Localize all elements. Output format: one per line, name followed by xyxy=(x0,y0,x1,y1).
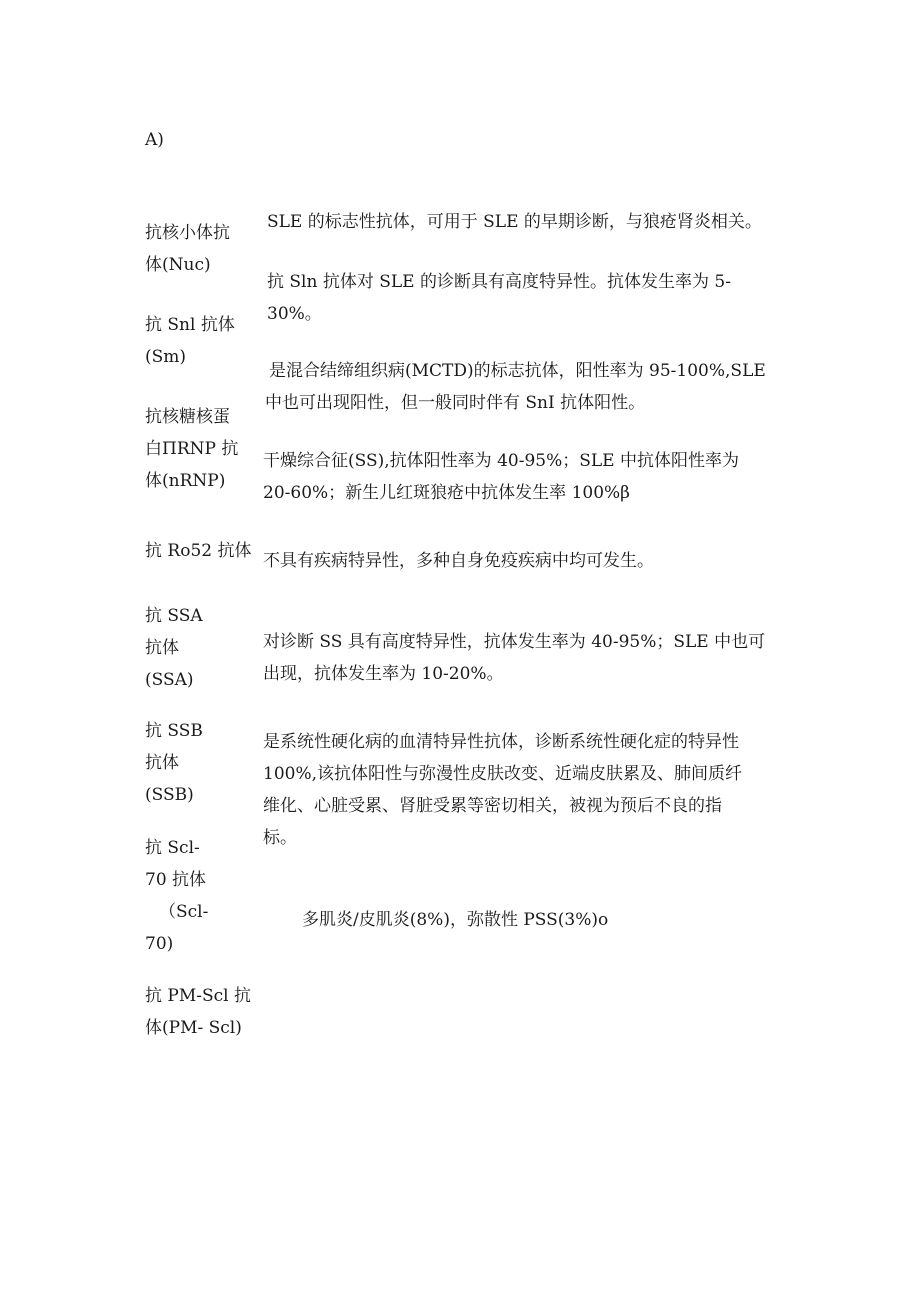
name-line: 抗体 xyxy=(145,753,179,773)
name-line: 70) xyxy=(145,934,174,954)
antibody-name-ro52 xyxy=(145,535,251,567)
description-line: SLE 的标志性抗体，可用于 SLE 的早期诊断，与狼疮肾炎相关。 xyxy=(267,212,762,232)
name-line: 体(Nuc) xyxy=(145,255,211,275)
name-line: (SSA) xyxy=(145,670,194,690)
description-line: 30%。 xyxy=(267,304,322,324)
description-line: 是系统性硬化病的血清特异性抗体，诊断系统性硬化症的特异性 xyxy=(263,732,739,752)
name-line: 抗 Ro52 抗体 xyxy=(145,541,252,561)
description-line: 出现，抗体发生率为 10-20%。 xyxy=(263,664,504,684)
name-line: 白ΠRNP 抗 xyxy=(145,439,239,459)
description-line: 干燥综合征(SS),抗体阳性率为 40-95%；SLE 中抗体阳性率为 xyxy=(263,451,739,471)
description-line: 不具有疾病特异性，多种自身免疫疾病中均可发生。 xyxy=(263,551,654,571)
name-line: 抗 Scl- xyxy=(145,838,200,858)
description-nuc xyxy=(267,206,762,238)
description-ro52 xyxy=(263,445,739,509)
name-line: 体(PM- Scl) xyxy=(145,1018,242,1038)
name-line: (SSB) xyxy=(145,785,194,805)
name-line: (Sm) xyxy=(145,347,187,367)
section-marker: A) xyxy=(145,130,164,150)
name-line: 抗核糖核蛋 xyxy=(145,407,230,427)
name-line: 抗 SSA xyxy=(145,606,203,626)
name-line: 抗体 xyxy=(145,638,179,658)
name-line: 抗 Snl 抗体 xyxy=(145,315,235,335)
name-line: 抗 SSB xyxy=(145,721,203,741)
name-line: 70 抗体 xyxy=(145,870,207,890)
antibody-name-nrnp xyxy=(145,401,238,497)
description-ssa xyxy=(263,545,654,577)
description-line: 是混合结缔组织病(MCTD)的标志抗体，阳性率为 95-100%,SLE xyxy=(269,361,766,381)
antibody-name-nuc xyxy=(145,217,230,281)
description-line: 多肌炎/皮肌炎(8%)，弥散性 PSS(3%)o xyxy=(302,910,609,930)
antibody-name-pmscl xyxy=(145,980,251,1044)
description-line: 中也可出现阳性，但一般同时伴有 SnI 抗体阳性。 xyxy=(265,393,646,413)
description-scl70 xyxy=(263,726,742,854)
antibody-name-ssb xyxy=(145,715,203,811)
description-line: 标。 xyxy=(263,828,297,848)
antibody-name-ssa xyxy=(145,600,203,696)
antibody-name-scl70 xyxy=(145,832,208,960)
name-line: 体(nRNP) xyxy=(145,471,226,491)
description-ssb xyxy=(263,626,765,690)
description-sm xyxy=(267,266,731,330)
description-nrnp xyxy=(265,355,766,419)
description-line: 对诊断 SS 具有高度特异性，抗体发生率为 40-95%；SLE 中也可 xyxy=(263,632,766,652)
description-line: 20-60%；新生儿红斑狼疮中抗体发生率 100%β xyxy=(263,483,630,503)
antibody-name-sm xyxy=(145,309,235,373)
description-pmscl xyxy=(302,904,608,936)
description-line: 维化、心脏受累、肾脏受累等密切相关，被视为预后不良的指 xyxy=(263,796,722,816)
name-line: 抗 PM-Scl 抗 xyxy=(145,986,252,1006)
name-line: 抗核小体抗 xyxy=(145,223,230,243)
description-line: 抗 Sln 抗体对 SLE 的诊断具有高度特异性。抗体发生率为 5- xyxy=(267,272,731,292)
name-line: （Scl- xyxy=(159,902,209,922)
description-line: 100%,该抗体阳性与弥漫性皮肤改变、近端皮肤累及、肺间质纤 xyxy=(263,764,743,784)
